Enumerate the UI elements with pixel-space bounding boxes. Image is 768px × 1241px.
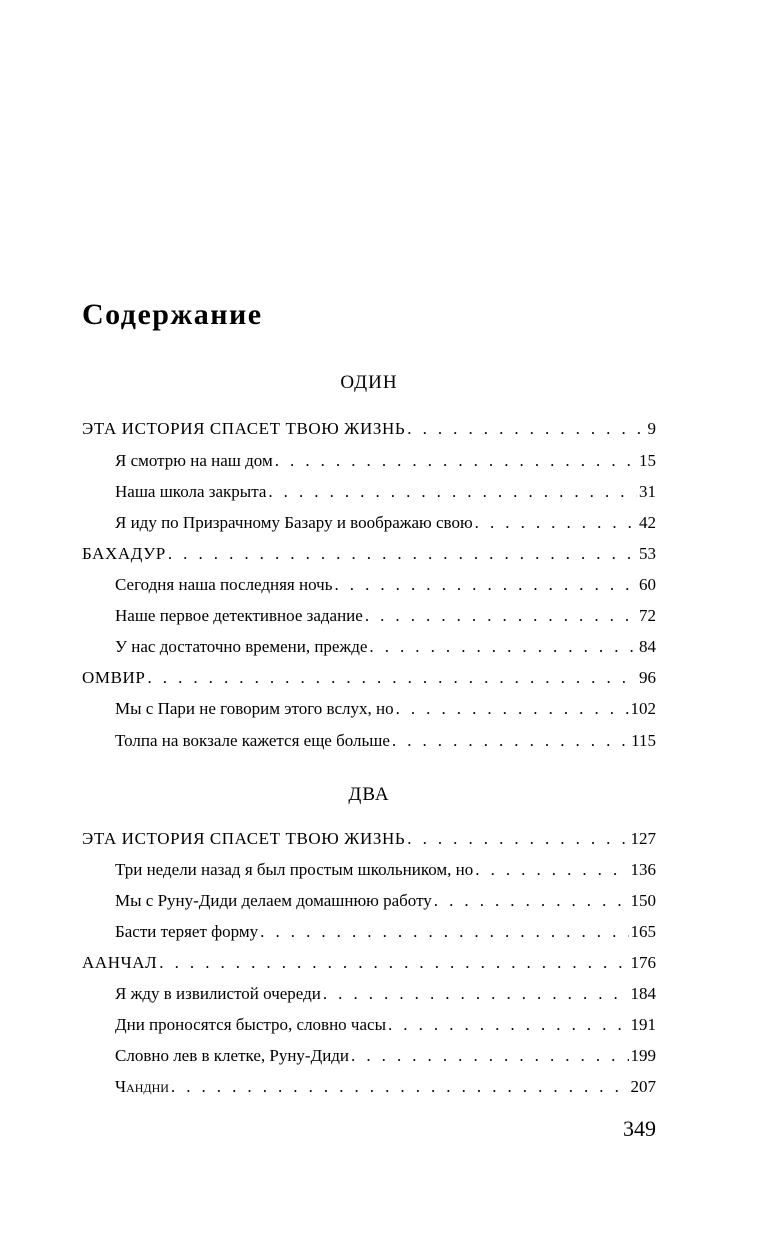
toc-entry-title: Я смотрю на наш дом	[115, 451, 273, 470]
toc-entry[interactable]	[82, 539, 656, 569]
toc-entry-page: 176	[630, 953, 656, 972]
toc-entry[interactable]	[115, 1072, 656, 1102]
page-number: 349	[623, 1116, 656, 1141]
toc-entry[interactable]	[115, 855, 656, 885]
toc-entry-title: Три недели назад я был простым школьником, но	[115, 860, 474, 879]
dot-leader	[369, 632, 637, 662]
toc-entry-title: Мы с Пари не говорим этого вслух, но	[115, 699, 394, 718]
toc-entry-title: БАХАДУР	[82, 544, 166, 563]
toc-entry[interactable]	[82, 824, 656, 854]
toc-entry-page: 136	[630, 860, 656, 879]
toc-entry-page: 42	[639, 513, 656, 532]
dot-leader	[268, 477, 637, 507]
dot-leader	[260, 917, 628, 947]
toc-entry-page: 53	[639, 544, 656, 563]
toc-entry[interactable]	[115, 886, 656, 916]
toc-entry[interactable]	[115, 570, 656, 600]
toc-entry-page: 72	[639, 606, 656, 625]
dot-leader	[475, 508, 637, 538]
dot-leader	[323, 979, 629, 1009]
toc-entry-title: Словно лев в клетке, Руну-Диди	[115, 1046, 350, 1065]
dot-leader	[159, 948, 628, 978]
toc-entry[interactable]	[115, 632, 656, 662]
toc-entry-title: Наша школа закрыта	[115, 482, 267, 501]
toc-entry[interactable]	[82, 414, 656, 444]
toc-entry-page: 127	[630, 829, 656, 848]
toc-entry-page: 191	[630, 1015, 656, 1034]
toc-entry[interactable]	[115, 446, 656, 476]
dot-leader	[171, 1072, 629, 1102]
part-title: ОДИН	[340, 372, 398, 393]
toc-entry-page: 84	[639, 637, 656, 656]
toc-entry-page: 31	[639, 482, 656, 501]
dot-leader	[351, 1041, 628, 1071]
part-title: ДВА	[348, 784, 390, 805]
toc-entry-page: 9	[647, 419, 656, 438]
toc-entry[interactable]	[115, 1041, 656, 1071]
toc-entry[interactable]	[82, 663, 656, 693]
toc-entry-page: 96	[639, 668, 656, 687]
toc-entry[interactable]	[115, 477, 656, 507]
toc-entry[interactable]	[115, 979, 656, 1009]
toc-entry-page: 207	[630, 1077, 656, 1096]
dot-leader	[475, 855, 628, 885]
toc-entry-title: ЭТА ИСТОРИЯ СПАСЕТ ТВОЮ ЖИЗНЬ	[82, 829, 406, 848]
toc-entry[interactable]	[115, 694, 656, 724]
toc-entry-page: 165	[630, 922, 656, 941]
dot-leader	[407, 824, 628, 854]
toc-entry-title: Наше первое детективное задание	[115, 606, 363, 625]
dot-leader	[434, 886, 629, 916]
toc-entry-page: 60	[639, 575, 656, 594]
toc-entry-title: Я иду по Призрачному Базару и воображаю свою	[115, 513, 473, 532]
toc-entry-page: 150	[630, 891, 656, 910]
dot-leader	[275, 446, 637, 476]
toc-entry-title: У нас достаточно времени, прежде	[115, 637, 368, 656]
toc-entry-title: Толпа на вокзале кажется еще больше	[115, 731, 390, 750]
toc-entry[interactable]	[115, 1010, 656, 1040]
toc-entry-title: Дни проносятся быстро, словно часы	[115, 1015, 386, 1034]
page-title: Содержание	[82, 298, 263, 331]
toc-entry-title: ОМВИР	[82, 668, 146, 687]
toc-entry-page: 115	[631, 731, 656, 750]
toc-entry-page: 102	[630, 699, 656, 718]
toc-entry-page: 15	[639, 451, 656, 470]
dot-leader	[365, 601, 637, 631]
toc-entry-title: Мы с Руну-Диди делаем домашнюю работу	[115, 891, 432, 910]
dot-leader	[168, 539, 637, 569]
toc-entry-title: Чандни	[115, 1077, 169, 1096]
toc-entry-page: 184	[630, 984, 656, 1003]
toc-entry[interactable]	[115, 601, 656, 631]
toc-entry[interactable]	[115, 917, 656, 947]
toc-entry-title: ЭТА ИСТОРИЯ СПАСЕТ ТВОЮ ЖИЗНЬ	[82, 419, 406, 438]
toc-entry-title: ААНЧАЛ	[82, 953, 158, 972]
toc-entry[interactable]	[115, 726, 656, 756]
dot-leader	[396, 694, 629, 724]
toc-entry[interactable]	[115, 508, 656, 538]
toc-entry-title: Я жду в извилистой очереди	[115, 984, 321, 1003]
dot-leader	[388, 1010, 629, 1040]
toc-entry-title: Сегодня наша последняя ночь	[115, 575, 333, 594]
toc-entry[interactable]	[82, 948, 656, 978]
dot-leader	[407, 414, 645, 444]
toc-entry-page: 199	[630, 1046, 656, 1065]
dot-leader	[147, 663, 637, 693]
dot-leader	[334, 570, 637, 600]
dot-leader	[392, 726, 629, 756]
toc-entry-title: Басти теряет форму	[115, 922, 259, 941]
